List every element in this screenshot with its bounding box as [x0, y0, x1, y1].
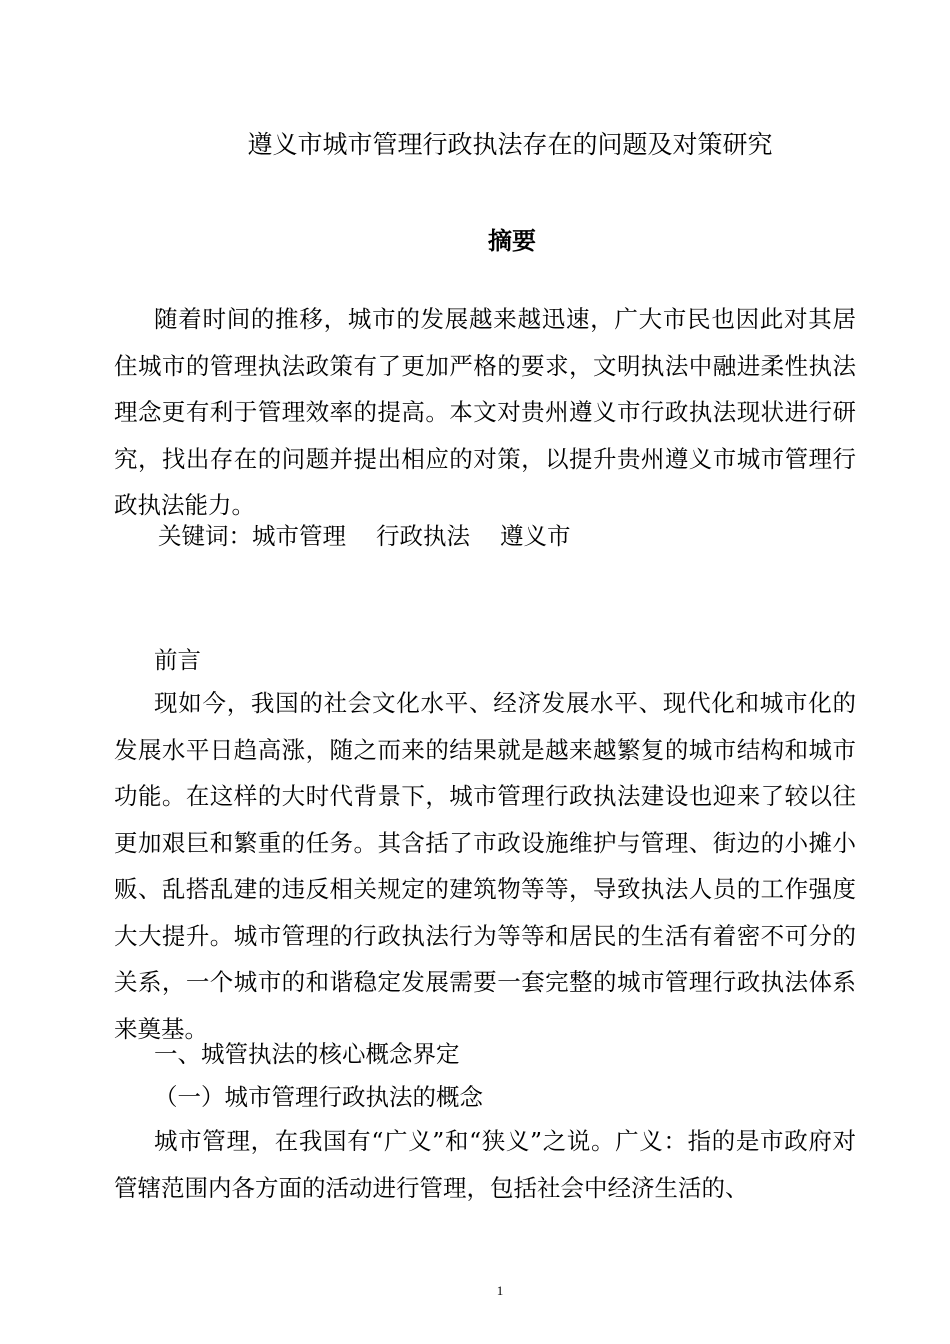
section-heading: 一、城管执法的核心概念界定: [154, 1040, 460, 1068]
abstract-heading: 摘要: [488, 227, 536, 255]
keywords-label: 关键词：: [158, 522, 252, 550]
document-title: 遵义市城市管理行政执法存在的问题及对策研究: [247, 130, 773, 159]
keyword-item: 遵义市: [500, 522, 571, 550]
section-paragraph: 城市管理，在我国有“广义”和“狭义”之说。广义：指的是市政府对管辖范围内各方面的活动进行管理，包括社会中经济生活的、: [114, 1127, 856, 1202]
subsection-heading: （一）城市管理行政执法的概念: [154, 1083, 483, 1111]
page-number: 1: [496, 1283, 504, 1298]
preface-heading: 前言: [154, 646, 201, 674]
keyword-item: 行政执法: [376, 522, 470, 550]
keyword-item: 城市管理: [252, 522, 346, 550]
abstract-paragraph: 随着时间的推移，城市的发展越来越迅速，广大市民也因此对其居住城市的管理执法政策有了更加严格的要求，文明执法中融进柔性执法理念更有利于管理效率的提高。本文对贵州遵义市行政执法现状进行研究，找出存在的问题并提出相应的对策，以提升贵州遵义市城市管理行政执法能力。: [114, 305, 856, 519]
keywords-line: [158, 519, 571, 553]
preface-paragraph: 现如今，我国的社会文化水平、经济发展水平、现代化和城市化的发展水平日趋高涨，随之而来的结果就是越来越繁复的城市结构和城市功能。在这样的大时代背景下，城市管理行政执法建设也迎来了较以往更加艰巨和繁重的任务。其含括了市政设施维护与管理、街边的小摊小贩、乱搭乱建的违反相关规定的建筑物等等，导致执法人员的工作强度大大提升。城市管理的行政执法行为等等和居民的生活有着密不可分的关系，一个城市的和谐稳定发展需要一套完整的城市管理行政执法体系来奠基。: [114, 689, 856, 1043]
